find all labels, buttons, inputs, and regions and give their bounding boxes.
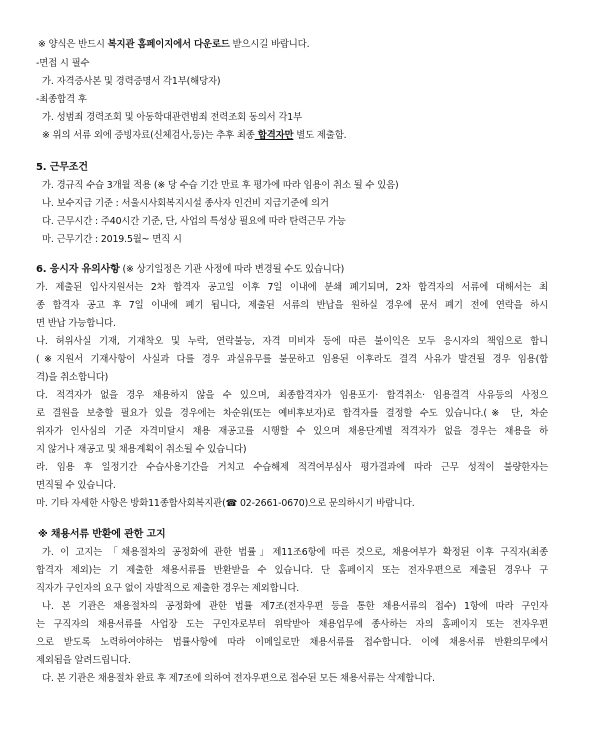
section6-line: 라. 임용 후 일정기간 수습사용기간을 거치고 수습해제 적격여부심사 평가결과에 따라 근무 성적이 불량한자는 xyxy=(36,462,548,473)
section6-title-note: (※ 상기일정은 기관 사정에 따라 변경될 수도 있습니다) xyxy=(119,264,345,275)
section5-title: 5. 근무조건 xyxy=(36,162,88,173)
extra-docs-text: ※ 위의 서류 외에 증빙자료(신체검사,등)는 추후 최종 xyxy=(42,130,255,141)
section6-line: 가. 제출된 입사지원서는 2차 합격자 공고일 이후 7일 이내에 분쇄 폐기되며, 2차 합격자의 서류에 대해서는 최 xyxy=(36,282,548,293)
section6-line: 종 합격자 공고 후 7일 이내에 폐기 됩니다, 제출된 서류의 반납을 원하실 경우에 문서 폐기 전에 연락을 하시 xyxy=(36,300,548,311)
section5-item: 나. 보수지급 기준 : 서울시사회복지시설 종사자 인건비 지급기준에 의거 xyxy=(42,198,329,209)
section6-line: 로 결원을 보충할 필요가 있을 경우에는 차순위(또는 예비후보자)로 합격자를 결정할 수도 있습니다.(※ 단, 차순 xyxy=(36,408,548,419)
interview-required: -면접 시 필수 xyxy=(36,58,90,69)
download-notice xyxy=(38,38,309,52)
extra-docs-notice xyxy=(42,129,346,143)
return-notice-line: 제외됨을 알려드립니다. xyxy=(36,655,131,666)
section6-header xyxy=(36,263,344,277)
section6-line: 면 반납 가능합니다. xyxy=(36,318,116,329)
section5-item: 가. 경규직 수습 3개월 적용 (※ 당 수습 기간 만료 후 평가에 따라 임용이 취소 될 수 있음) xyxy=(42,180,399,191)
section6-line: 나. 허위사실 기재, 기재착오 및 누락, 연락불능, 자격 미비자 등에 따른 불이익은 모두 응시자의 책임으로 합니 xyxy=(36,336,548,347)
interview-item: 가. 자격증사본 및 경력증명서 각1부(해당자) xyxy=(42,76,221,87)
download-notice-text: ※ 양식은 반드시 xyxy=(38,39,108,50)
return-notice-line: 나. 본 기관은 채용절차의 공정화에 관한 법률 제7조(전자우편 등을 통한 채용서류의 접수) 1항에 따라 구인자 xyxy=(42,601,548,612)
section6-line: 마. 기타 자세한 사항은 방화11종합사회복지관(☎ 02-2661-0670)으로 문의하시기 바랍니다. xyxy=(36,498,415,509)
download-notice-tail: 받으시길 바랍니다. xyxy=(229,39,310,50)
section5-item: 마. 근무기간 : 2019.5월~ 면직 시 xyxy=(42,234,182,245)
extra-docs-underline: 합격자만 xyxy=(254,130,294,141)
section5-item: 다. 근무시간 : 주40시간 기준, 단, 사업의 특성상 필요에 따라 탄력근무 가능 xyxy=(42,216,346,227)
return-notice-title: ※ 채용서류 반환에 관한 고지 xyxy=(38,529,166,540)
section6-title: 6. 응시자 유의사항 xyxy=(36,264,120,275)
section6-line: 지 않거나 재공고 및 채용계획이 취소될 수 있습니다) xyxy=(36,444,247,455)
return-notice-line: 다. 본 기관은 채용절차 완료 후 제7조에 의하여 전자우편으로 접수된 모든 채용서류는 삭제합니다. xyxy=(42,673,435,684)
return-notice-line: 는 구직자의 채용서류를 사업장 도는 구인자로부터 위탁받아 채용업무에 종사하는 자의 홈페이지 또는 전자우편 xyxy=(36,619,548,630)
extra-docs-tail: 별도 제출함. xyxy=(293,130,347,141)
section6-line: 위자가 인사심의 기준 자격미달시 채용 재공고를 시행할 수 있으며 채용단계별 적격자가 없을 경우는 채용을 하 xyxy=(36,426,548,437)
section6-line: 격)을 취소합니다) xyxy=(36,372,109,383)
return-notice-line: 합격자 제외)는 기 제출한 채용서류를 반환받을 수 있습니다. 단 홈페이지 또는 전자우편으로 제출된 경우나 구 xyxy=(36,565,548,576)
download-notice-bold: 복지관 홈페이지에서 다운로드 xyxy=(107,39,230,50)
return-notice-line: 직자가 구인자의 요구 없이 자발적으로 제출한 경우는 제외합니다. xyxy=(36,583,300,594)
section6-line: 면직될 수 있습니다. xyxy=(36,480,116,491)
return-notice-line: 으로 받도록 노력하여야하는 법률사항에 따라 이메일로만 채용서류를 접수합니다. 이에 채용서류 반환의무에서 xyxy=(36,637,548,648)
section6-line: 다. 적격자가 없을 경우 채용하지 않을 수 있으며, 최종합격자가 임용포기· 합격취소· 임용결격 사유등의 사정으 xyxy=(36,390,548,401)
final-after: -최종합격 후 xyxy=(36,94,87,105)
return-notice-line: 가. 이 고지는 「채용절차의 공정화에 관한 법률」제11조6항에 따른 것으로, 채용여부가 확정된 이후 구직자(최종 xyxy=(42,547,548,558)
final-item: 가. 성범죄 경력조회 및 아동학대관련범죄 전력조회 동의서 각1부 xyxy=(42,112,303,123)
section6-line: (※지원서 기재사항이 사실과 다를 경우 과실유무를 불문하고 임용된 이후라도 결격 사유가 발견될 경우 임용(합 xyxy=(36,354,548,365)
